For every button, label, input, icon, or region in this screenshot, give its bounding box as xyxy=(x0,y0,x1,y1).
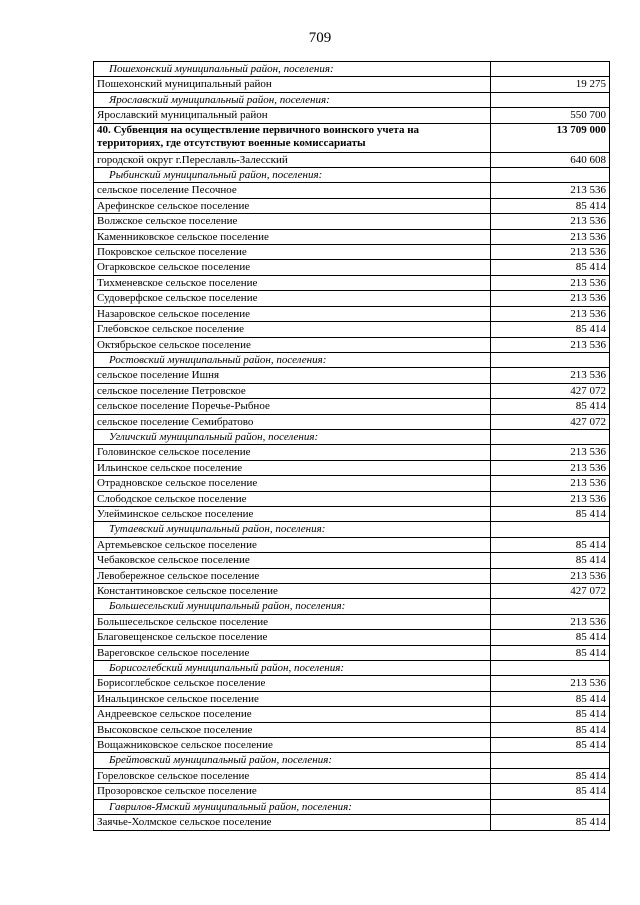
amount-cell: 85 414 xyxy=(491,645,610,660)
table-row xyxy=(94,537,610,552)
table-row xyxy=(94,198,610,213)
section-row xyxy=(94,753,610,768)
table-row xyxy=(94,77,610,92)
settlement-name: Назаровское сельское поселение xyxy=(94,306,491,321)
settlement-name: Прозоровское сельское поселение xyxy=(94,784,491,799)
amount-cell: 213 536 xyxy=(491,460,610,475)
amount-cell xyxy=(491,429,610,444)
amount-cell xyxy=(491,661,610,676)
settlement-name: Октябрьское сельское поселение xyxy=(94,337,491,352)
table-row xyxy=(94,815,610,830)
amount-cell: 213 536 xyxy=(491,245,610,260)
settlement-name: Волжское сельское поселение xyxy=(94,214,491,229)
table-row xyxy=(94,707,610,722)
settlement-name: Головинское сельское поселение xyxy=(94,445,491,460)
amount-cell: 85 414 xyxy=(491,537,610,552)
amount-cell xyxy=(491,799,610,814)
settlement-name: Ярославский муниципальный район xyxy=(94,108,491,123)
amount-cell: 85 414 xyxy=(491,399,610,414)
table-row xyxy=(94,738,610,753)
settlement-name: Андреевское сельское поселение xyxy=(94,707,491,722)
amount-cell: 213 536 xyxy=(491,229,610,244)
table-row xyxy=(94,491,610,506)
table-row xyxy=(94,630,610,645)
table-row xyxy=(94,768,610,783)
settlement-name: Гореловское сельское поселение xyxy=(94,768,491,783)
amount-cell: 85 414 xyxy=(491,768,610,783)
table-row xyxy=(94,784,610,799)
district-label: Ростовский муниципальный район, поселения: xyxy=(94,352,491,367)
amount-cell: 213 536 xyxy=(491,337,610,352)
table-row xyxy=(94,414,610,429)
table-row xyxy=(94,553,610,568)
settlement-name: Ильинское сельское поселение xyxy=(94,460,491,475)
settlement-name: Улейминское сельское поселение xyxy=(94,506,491,521)
table-row xyxy=(94,260,610,275)
table-row xyxy=(94,722,610,737)
settlement-name: сельское поселение Поречье-Рыбное xyxy=(94,399,491,414)
settlement-name: Чебаковское сельское поселение xyxy=(94,553,491,568)
table-row xyxy=(94,291,610,306)
table-row xyxy=(94,229,610,244)
amount-cell: 213 536 xyxy=(491,491,610,506)
amount-cell: 213 536 xyxy=(491,368,610,383)
settlement-name: Отрадновское сельское поселение xyxy=(94,476,491,491)
page-number: 709 xyxy=(308,30,332,46)
settlement-name: сельское поселение Петровское xyxy=(94,383,491,398)
settlement-name: 40. Субвенция на осуществление первичного воинского учета на территориях, где отсутствуют военные комиссариаты xyxy=(94,123,491,152)
table-row xyxy=(94,306,610,321)
settlement-name: Тихменевское сельское поселение xyxy=(94,275,491,290)
table-row xyxy=(94,275,610,290)
table-row xyxy=(94,506,610,521)
table-row xyxy=(94,645,610,660)
settlement-name: Вареговское сельское поселение xyxy=(94,645,491,660)
settlement-name: Пошехонский муниципальный район xyxy=(94,77,491,92)
amount-cell: 85 414 xyxy=(491,260,610,275)
table-row xyxy=(94,245,610,260)
settlement-name: Слободское сельское поселение xyxy=(94,491,491,506)
settlement-name: Судоверфское сельское поселение xyxy=(94,291,491,306)
amount-cell: 85 414 xyxy=(491,722,610,737)
settlement-name: Борисоглебское сельское поселение xyxy=(94,676,491,691)
amount-cell xyxy=(491,62,610,77)
district-label: Большесельский муниципальный район, поселения: xyxy=(94,599,491,614)
district-label: Пошехонский муниципальный район, поселения: xyxy=(94,62,491,77)
settlement-name: Константиновское сельское поселение xyxy=(94,584,491,599)
table-body xyxy=(94,62,610,831)
table-row xyxy=(94,584,610,599)
amount-cell: 213 536 xyxy=(491,676,610,691)
amount-cell: 213 536 xyxy=(491,214,610,229)
amount-cell: 213 536 xyxy=(491,445,610,460)
section-row xyxy=(94,92,610,107)
amount-cell: 213 536 xyxy=(491,476,610,491)
amount-cell: 85 414 xyxy=(491,198,610,213)
district-label: Тутаевский муниципальный район, поселения: xyxy=(94,522,491,537)
settlement-name: Левобережное сельское поселение xyxy=(94,568,491,583)
section-row xyxy=(94,661,610,676)
settlement-name: Каменниковское сельское поселение xyxy=(94,229,491,244)
settlement-name: Высоковское сельское поселение xyxy=(94,722,491,737)
section-row xyxy=(94,168,610,183)
amount-cell xyxy=(491,753,610,768)
table-row xyxy=(94,337,610,352)
subvention-table xyxy=(93,61,610,831)
amount-cell xyxy=(491,599,610,614)
settlement-name: городской округ г.Переславль-Залесский xyxy=(94,152,491,167)
district-label: Гаврилов-Ямский муниципальный район, поселения: xyxy=(94,799,491,814)
settlement-name: сельское поселение Ишня xyxy=(94,368,491,383)
settlement-name: Артемьевское сельское поселение xyxy=(94,537,491,552)
table-row xyxy=(94,368,610,383)
settlement-name: Вощажниковское сельское поселение xyxy=(94,738,491,753)
amount-cell: 85 414 xyxy=(491,707,610,722)
settlement-name: сельское поселение Песочное xyxy=(94,183,491,198)
settlement-name: Большесельское сельское поселение xyxy=(94,614,491,629)
settlement-name: Покровское сельское поселение xyxy=(94,245,491,260)
table-row xyxy=(94,183,610,198)
settlement-name: Арефинское сельское поселение xyxy=(94,198,491,213)
amount-cell: 13 709 000 xyxy=(491,123,610,152)
section-row xyxy=(94,522,610,537)
district-label: Ярославский муниципальный район, поселения: xyxy=(94,92,491,107)
table-row xyxy=(94,476,610,491)
amount-cell: 85 414 xyxy=(491,506,610,521)
table-row xyxy=(94,460,610,475)
section-row xyxy=(94,62,610,77)
district-label: Брейтовский муниципальный район, поселения: xyxy=(94,753,491,768)
amount-cell: 213 536 xyxy=(491,306,610,321)
section-row xyxy=(94,599,610,614)
amount-cell: 213 536 xyxy=(491,568,610,583)
amount-cell: 19 275 xyxy=(491,77,610,92)
table-row xyxy=(94,108,610,123)
table-row xyxy=(94,399,610,414)
amount-cell: 85 414 xyxy=(491,784,610,799)
amount-cell: 213 536 xyxy=(491,614,610,629)
district-label: Борисоглебский муниципальный район, поселения: xyxy=(94,661,491,676)
amount-cell: 85 414 xyxy=(491,630,610,645)
amount-cell: 85 414 xyxy=(491,322,610,337)
table-row xyxy=(94,568,610,583)
section-row xyxy=(94,352,610,367)
district-label: Угличский муниципальный район, поселения: xyxy=(94,429,491,444)
amount-cell: 550 700 xyxy=(491,108,610,123)
amount-cell: 85 414 xyxy=(491,738,610,753)
settlement-name: Благовещенское сельское поселение xyxy=(94,630,491,645)
table-row xyxy=(94,383,610,398)
settlement-name: Заячье-Холмское сельское поселение xyxy=(94,815,491,830)
district-label: Рыбинский муниципальный район, поселения: xyxy=(94,168,491,183)
table-row xyxy=(94,214,610,229)
amount-cell: 213 536 xyxy=(491,275,610,290)
amount-cell xyxy=(491,92,610,107)
settlement-name: Инальцинское сельское поселение xyxy=(94,691,491,706)
amount-cell: 427 072 xyxy=(491,414,610,429)
section-row xyxy=(94,429,610,444)
settlement-name: сельское поселение Семибратово xyxy=(94,414,491,429)
amount-cell: 427 072 xyxy=(491,584,610,599)
settlement-name: Огарковское сельское поселение xyxy=(94,260,491,275)
table-row xyxy=(94,445,610,460)
amount-cell: 85 414 xyxy=(491,553,610,568)
table-row xyxy=(94,322,610,337)
table-row xyxy=(94,691,610,706)
amount-cell: 85 414 xyxy=(491,815,610,830)
amount-cell: 85 414 xyxy=(491,691,610,706)
amount-cell: 213 536 xyxy=(491,291,610,306)
heading-row xyxy=(94,123,610,152)
amount-cell: 427 072 xyxy=(491,383,610,398)
amount-cell xyxy=(491,168,610,183)
amount-cell xyxy=(491,352,610,367)
amount-cell: 213 536 xyxy=(491,183,610,198)
table-row xyxy=(94,614,610,629)
settlement-name: Глебовское сельское поселение xyxy=(94,322,491,337)
section-row xyxy=(94,799,610,814)
amount-cell xyxy=(491,522,610,537)
table-row xyxy=(94,152,610,167)
table-row xyxy=(94,676,610,691)
amount-cell: 640 608 xyxy=(491,152,610,167)
